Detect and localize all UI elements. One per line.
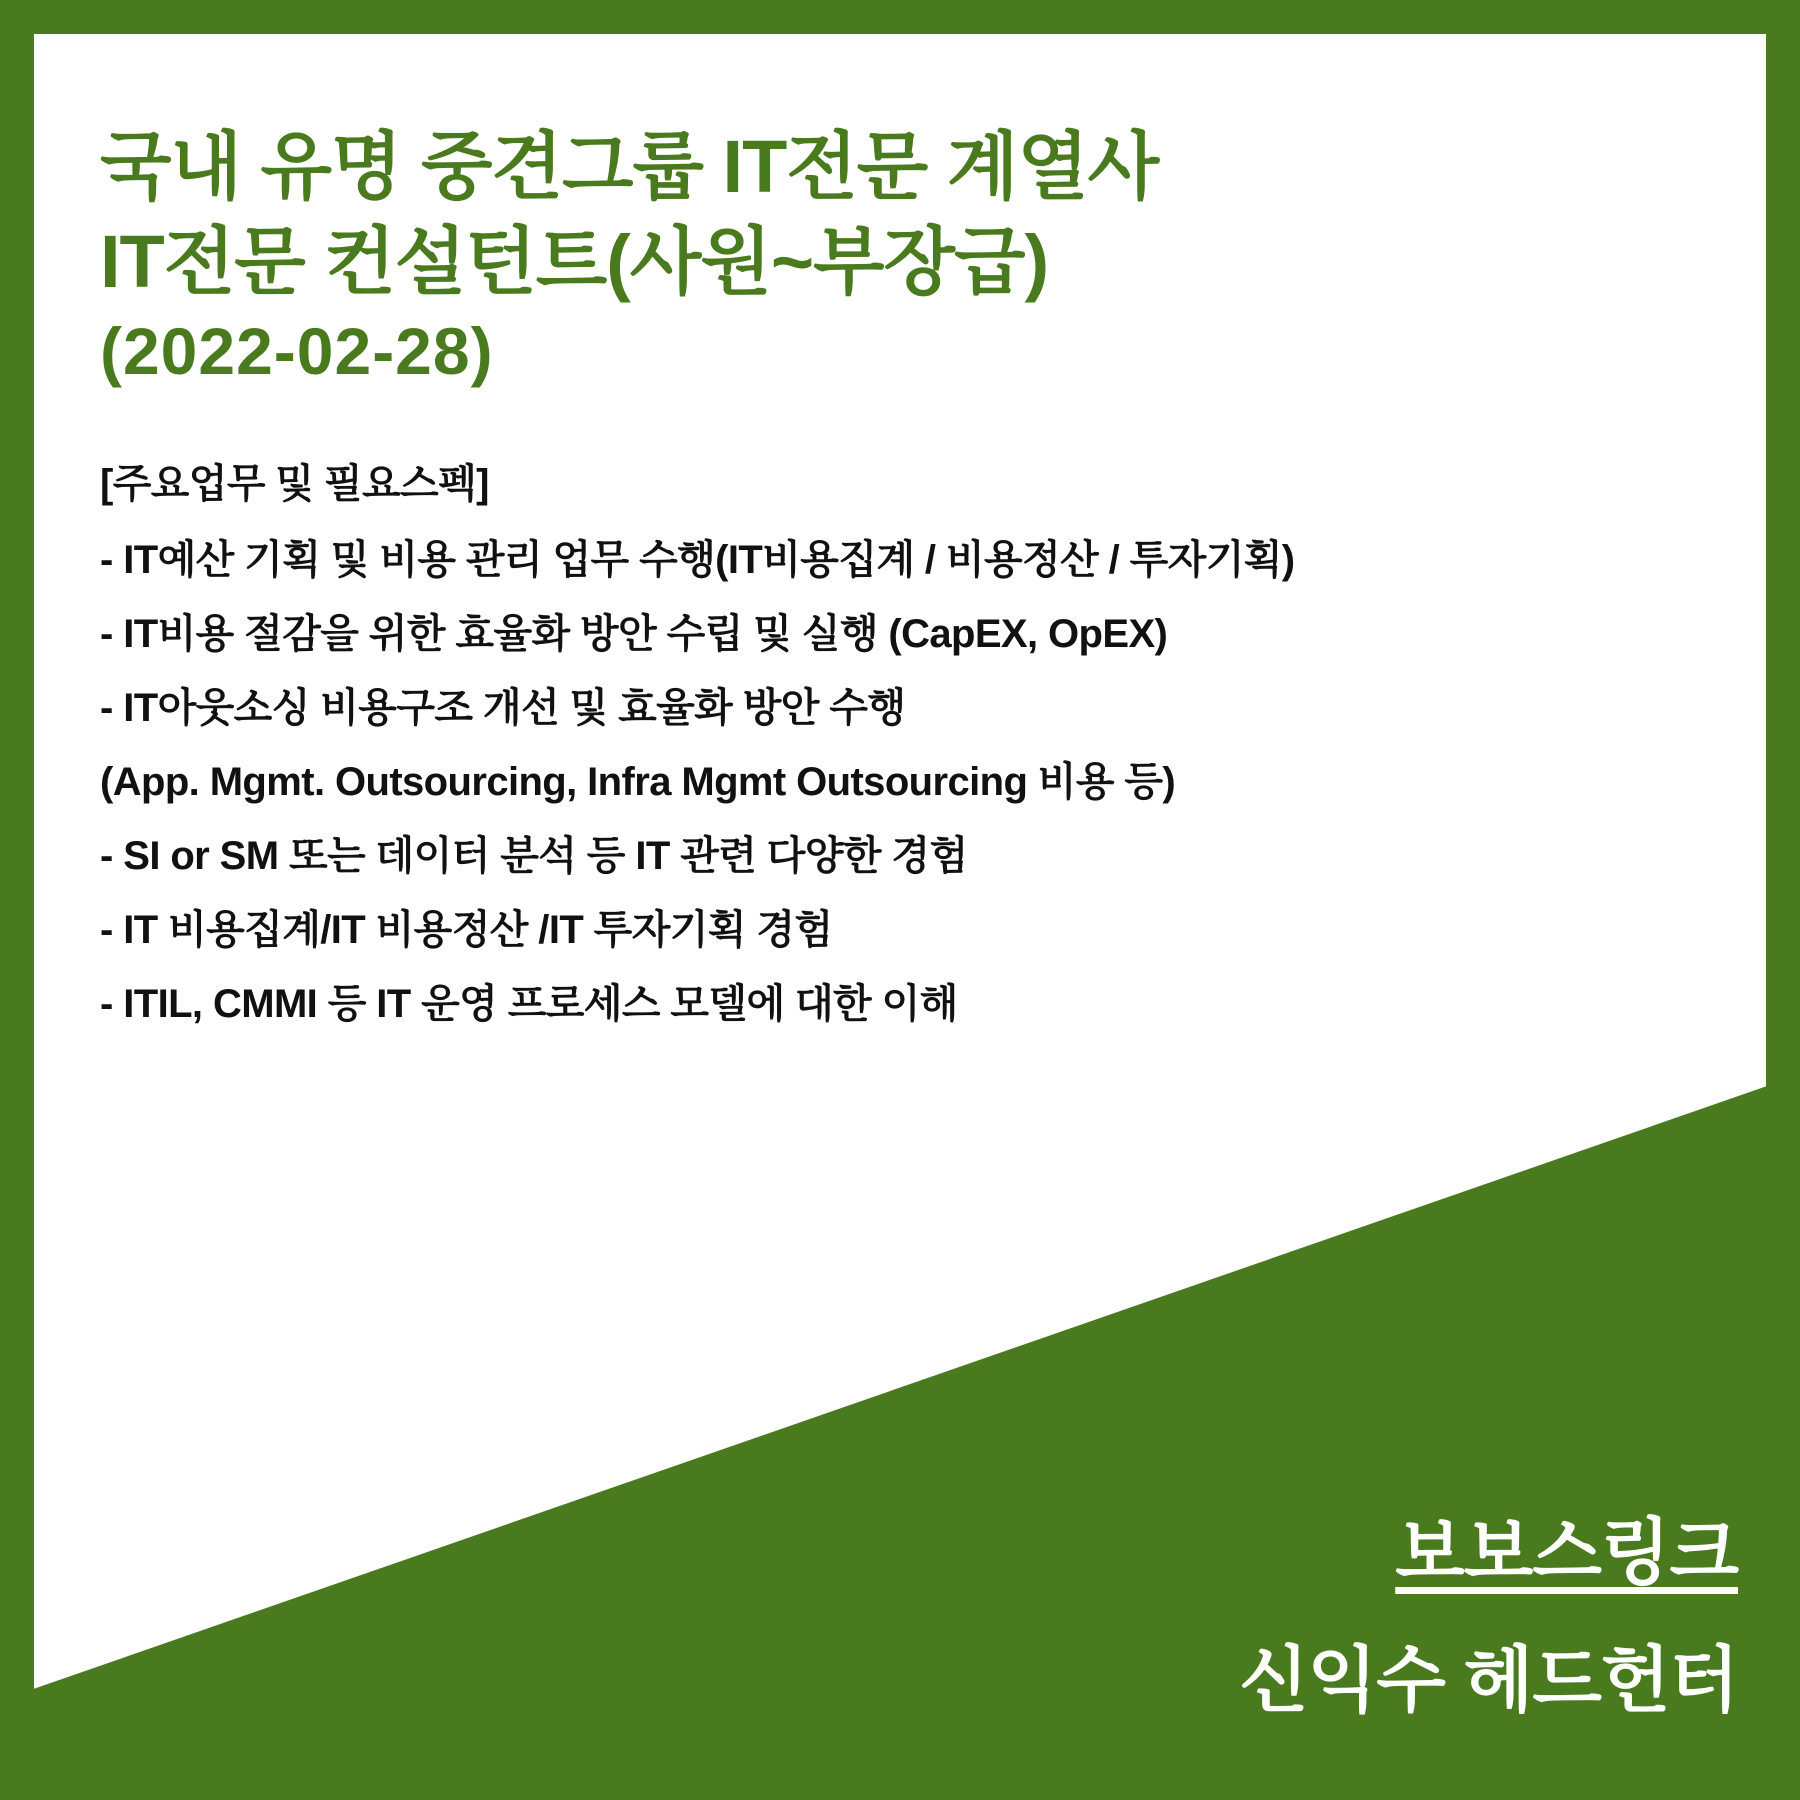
list-item: - SI or SM 또는 데이터 분석 등 IT 관련 다양한 경험	[100, 833, 968, 878]
list-item: (App. Mgmt. Outsourcing, Infra Mgmt Outsourcing 비용 등)	[100, 759, 1176, 804]
list-item: - ITIL, CMMI 등 IT 운영 프로세스 모델에 대한 이해	[100, 981, 958, 1026]
title-line-1: 국내 유명 중견그룹 IT전문 계열사	[100, 125, 1159, 208]
brand-name: 보보스링크	[1395, 1513, 1738, 1593]
headhunter-name: 신익수 헤드헌터	[1239, 1641, 1738, 1721]
list-item: - IT 비용집계/IT 비용정산 /IT 투자기획 경험	[100, 907, 833, 952]
title-line-2: IT전문 컨설턴트(사원~부장급)	[100, 219, 1049, 303]
page-title	[100, 120, 1700, 394]
list-item: - IT아웃소싱 비용구조 개선 및 효율화 방안 수행	[100, 685, 906, 730]
section-heading: [주요업무 및 필요스펙]	[100, 461, 489, 506]
content-area	[100, 120, 1700, 1058]
title-line-date: (2022-02-28)	[100, 314, 494, 389]
list-item: - IT비용 절감을 위한 효율화 방안 수립 및 실행 (CapEX, OpEX)	[100, 611, 1168, 656]
list-item: - IT예산 기획 및 비용 관리 업무 수행(IT비용집계 / 비용정산 / 투자기획)	[100, 537, 1295, 582]
footer-credit	[1239, 1494, 1738, 1726]
job-description	[100, 461, 1700, 1026]
